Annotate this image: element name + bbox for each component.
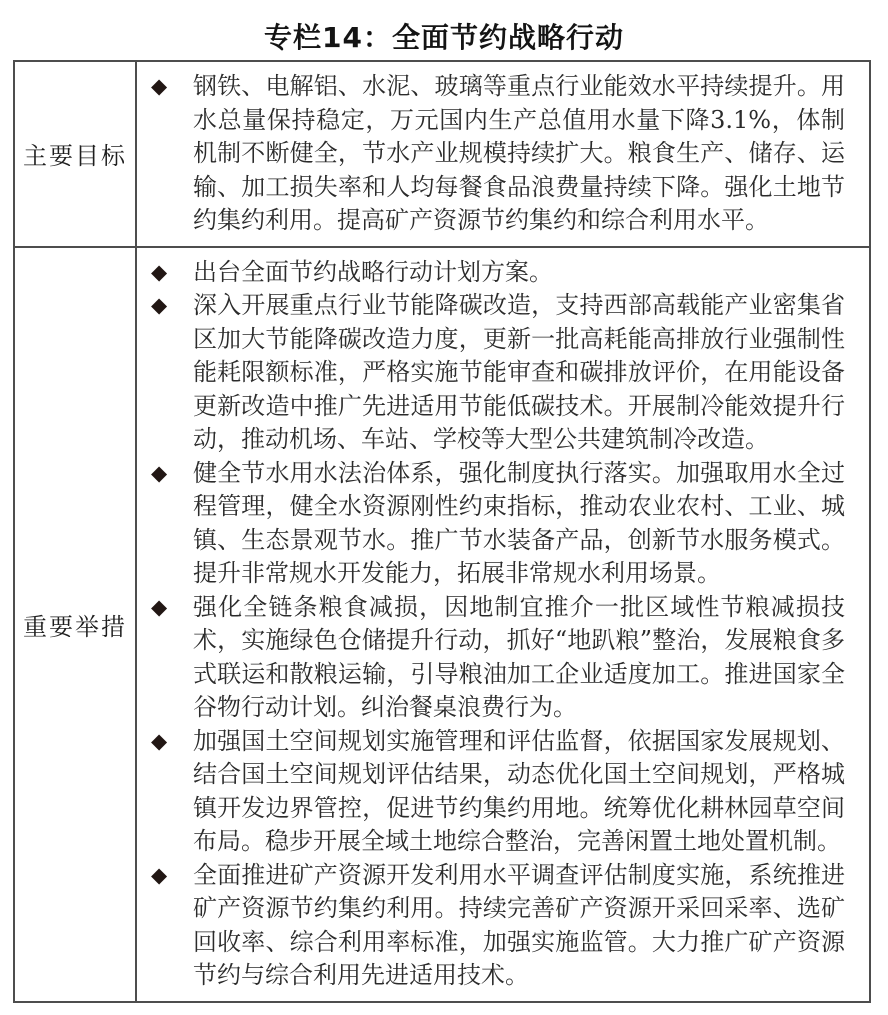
bullet-text: 全面推进矿产资源开发利用水平调查评估制度实施，系统推进矿产资源节约集约利用。持续完善矿产资源开采回采率、选矿回收率、综合利用率标准，加强实施监管。大力推广矿产资源节约与综合利用先进适用技术。 — [193, 860, 845, 989]
main-goals-content — [136, 61, 870, 247]
diamond-bullet-icon: ◆ — [151, 862, 168, 887]
list-item — [149, 725, 845, 859]
bullet-text: 加强国土空间规划实施管理和评估监督，依据国家发展规划、结合国土空间规划评估结果，动态优化国土空间规划，严格城镇开发边界管控，促进节约集约用地。统筹优化耕林园草空间布局。稳步开展全域土地综合整治，完善闲置土地处置机制。 — [193, 726, 845, 855]
diamond-bullet-icon: ◆ — [151, 259, 168, 284]
bullet-text: 钢铁、电解铝、水泥、玻璃等重点行业能效水平持续提升。用水总量保持稳定，万元国内生产总值用水量下降3.1%，体制机制不断健全，节水产业规模持续扩大。粮食生产、储存、运输、加工损失率和人均每餐食品浪费量持续下降。强化土地节约集约利用。提高矿产资源节约集约和综合利用水平。 — [193, 72, 845, 234]
diamond-bullet-icon: ◆ — [151, 293, 168, 317]
diamond-bullet-icon: ◆ — [151, 594, 168, 619]
row-header-main-goals: 主要目标 — [14, 61, 136, 247]
diamond-bullet-icon: ◆ — [151, 728, 168, 753]
list-item — [149, 859, 845, 993]
diamond-bullet-icon: ◆ — [151, 74, 168, 98]
list-item — [149, 289, 845, 457]
bullet-text: 出台全面节约战略行动计划方案。 — [193, 257, 553, 286]
list-item — [149, 591, 845, 725]
bullet-text: 深入开展重点行业节能降碳改造，支持西部高载能产业密集省区加大节能降碳改造力度，更新一批高耗能高排放行业强制性能耗限额标准，严格实施节能审查和碳排放评价，在用能设备更新改造中推广先进适用节能低碳技术。开展制冷能效提升行动，推动机场、车站、学校等大型公共建筑制冷改造。 — [193, 291, 845, 453]
bullet-text: 强化全链条粮食减损，因地制宜推介一批区域性节粮减损技术，实施绿色仓储提升行动，抓好“地趴粮”整治，发展粮食多式联运和散粮运输，引导粮油加工企业适度加工。推进国家全谷物行动计划。纠治餐桌浪费行为。 — [193, 592, 845, 721]
list-item — [149, 457, 845, 591]
table-row-main-goals — [14, 61, 870, 247]
table-row-key-measures — [14, 247, 870, 1002]
key-measures-content — [136, 247, 870, 1002]
strategy-action-table — [13, 60, 871, 1003]
diamond-bullet-icon: ◆ — [151, 460, 168, 485]
list-item — [149, 256, 845, 290]
list-item — [149, 70, 845, 238]
row-header-key-measures: 重要举措 — [14, 247, 136, 1002]
bullet-text: 健全节水用水法治体系，强化制度执行落实。加强取用水全过程管理，健全水资源刚性约束指标，推动农业农村、工业、城镇、生态景观节水。推广节水装备产品，创新节水服务模式。提升非常规水开发能力，拓展非常规水利用场景。 — [193, 458, 845, 587]
page-title: 专栏14：全面节约战略行动 — [264, 21, 624, 54]
